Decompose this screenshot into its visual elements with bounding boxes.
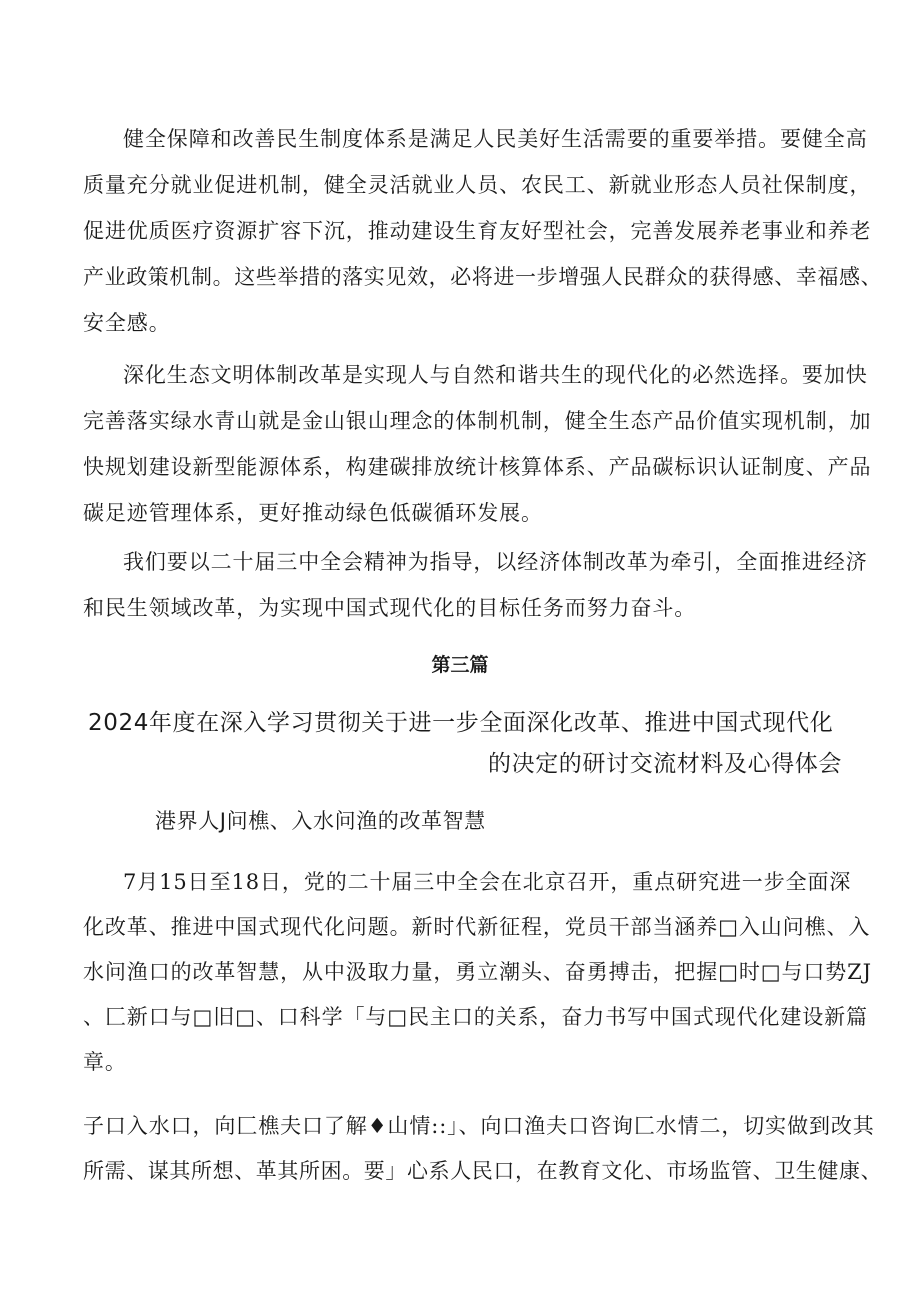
paragraph-1-line-2: 质量充分就业促进机制，健全灵活就业人员、农民工、新就业形态人员社保制度， <box>83 173 872 197</box>
paragraph-2-line-4: 碳足迹管理体系，更好推动绿色低碳循环发展。 <box>83 501 543 525</box>
body-paragraph-2-line-1: 子口入水口，向匚樵夫口了解♦山情::」、向口渔夫口咨询匚水情二，切实做到改其 <box>83 1114 875 1138</box>
paragraph-2-line-1: 深化生态文明体制改革是实现人与自然和谐共生的现代化的必然选择。要加快 <box>123 363 868 387</box>
body-paragraph-1-line-2: 化改革、推进中国式现代化问题。新时代新征程，党员干部当涵养□入山问樵、入 <box>83 915 871 939</box>
paragraph-2-line-3: 快规划建设新型能源体系，构建碳排放统计核算体系、产品碳标识认证制度、产品 <box>83 455 872 479</box>
paragraph-2-line-2: 完善落实绿水青山就是金山银山理念的体制机制，健全生态产品价值实现机制，加 <box>83 409 872 433</box>
body-paragraph-1-line-3: 水问渔口的改革智慧，从中汲取力量，勇立潮头、奋勇搏击，把握□时□与口势ZJ <box>83 960 872 984</box>
document-title-line-2: 的决定的研讨交流材料及心得体会 <box>488 751 842 777</box>
article-subtitle: 港界人J问樵、入水问渔的改革智慧 <box>155 809 486 833</box>
body-paragraph-1-line-5: 章。 <box>83 1050 127 1074</box>
paragraph-1-line-5: 安全感。 <box>83 311 171 335</box>
body-paragraph-1-line-4: 、匚新口与□旧□、口科学「与□民主口的关系，奋力书写中国式现代化建设新篇 <box>83 1005 868 1029</box>
section-heading: 第三篇 <box>431 654 489 676</box>
paragraph-3-line-1: 我们要以二十届三中全会精神为指导，以经济体制改革为牵引，全面推进经济 <box>123 550 868 574</box>
body-paragraph-2-line-2: 所需、谋其所想、革其所困。要」心系人民口，在教育文化、市场监管、卫生健康、 <box>83 1159 883 1183</box>
document-title-line-1: 2024年度在深入学习贯彻关于进一步全面深化改革、推进中国式现代化 <box>88 710 834 736</box>
paragraph-1-line-4: 产业政策机制。这些举措的落实见效，必将进一步增强人民群众的获得感、幸福感、 <box>83 265 883 289</box>
body-paragraph-1-line-1: 7月15日至18日，党的二十届三中全会在北京召开，重点研究进一步全面深 <box>123 870 852 894</box>
paragraph-1-line-3: 促进优质医疗资源扩容下沉，推动建设生育友好型社会，完善发展养老事业和养老 <box>83 219 872 243</box>
paragraph-3-line-2: 和民生领域改革，为实现中国式现代化的目标任务而努力奋斗。 <box>83 596 697 620</box>
paragraph-1-line-1: 健全保障和改善民生制度体系是满足人民美好生活需要的重要举措。要健全高 <box>123 127 868 151</box>
